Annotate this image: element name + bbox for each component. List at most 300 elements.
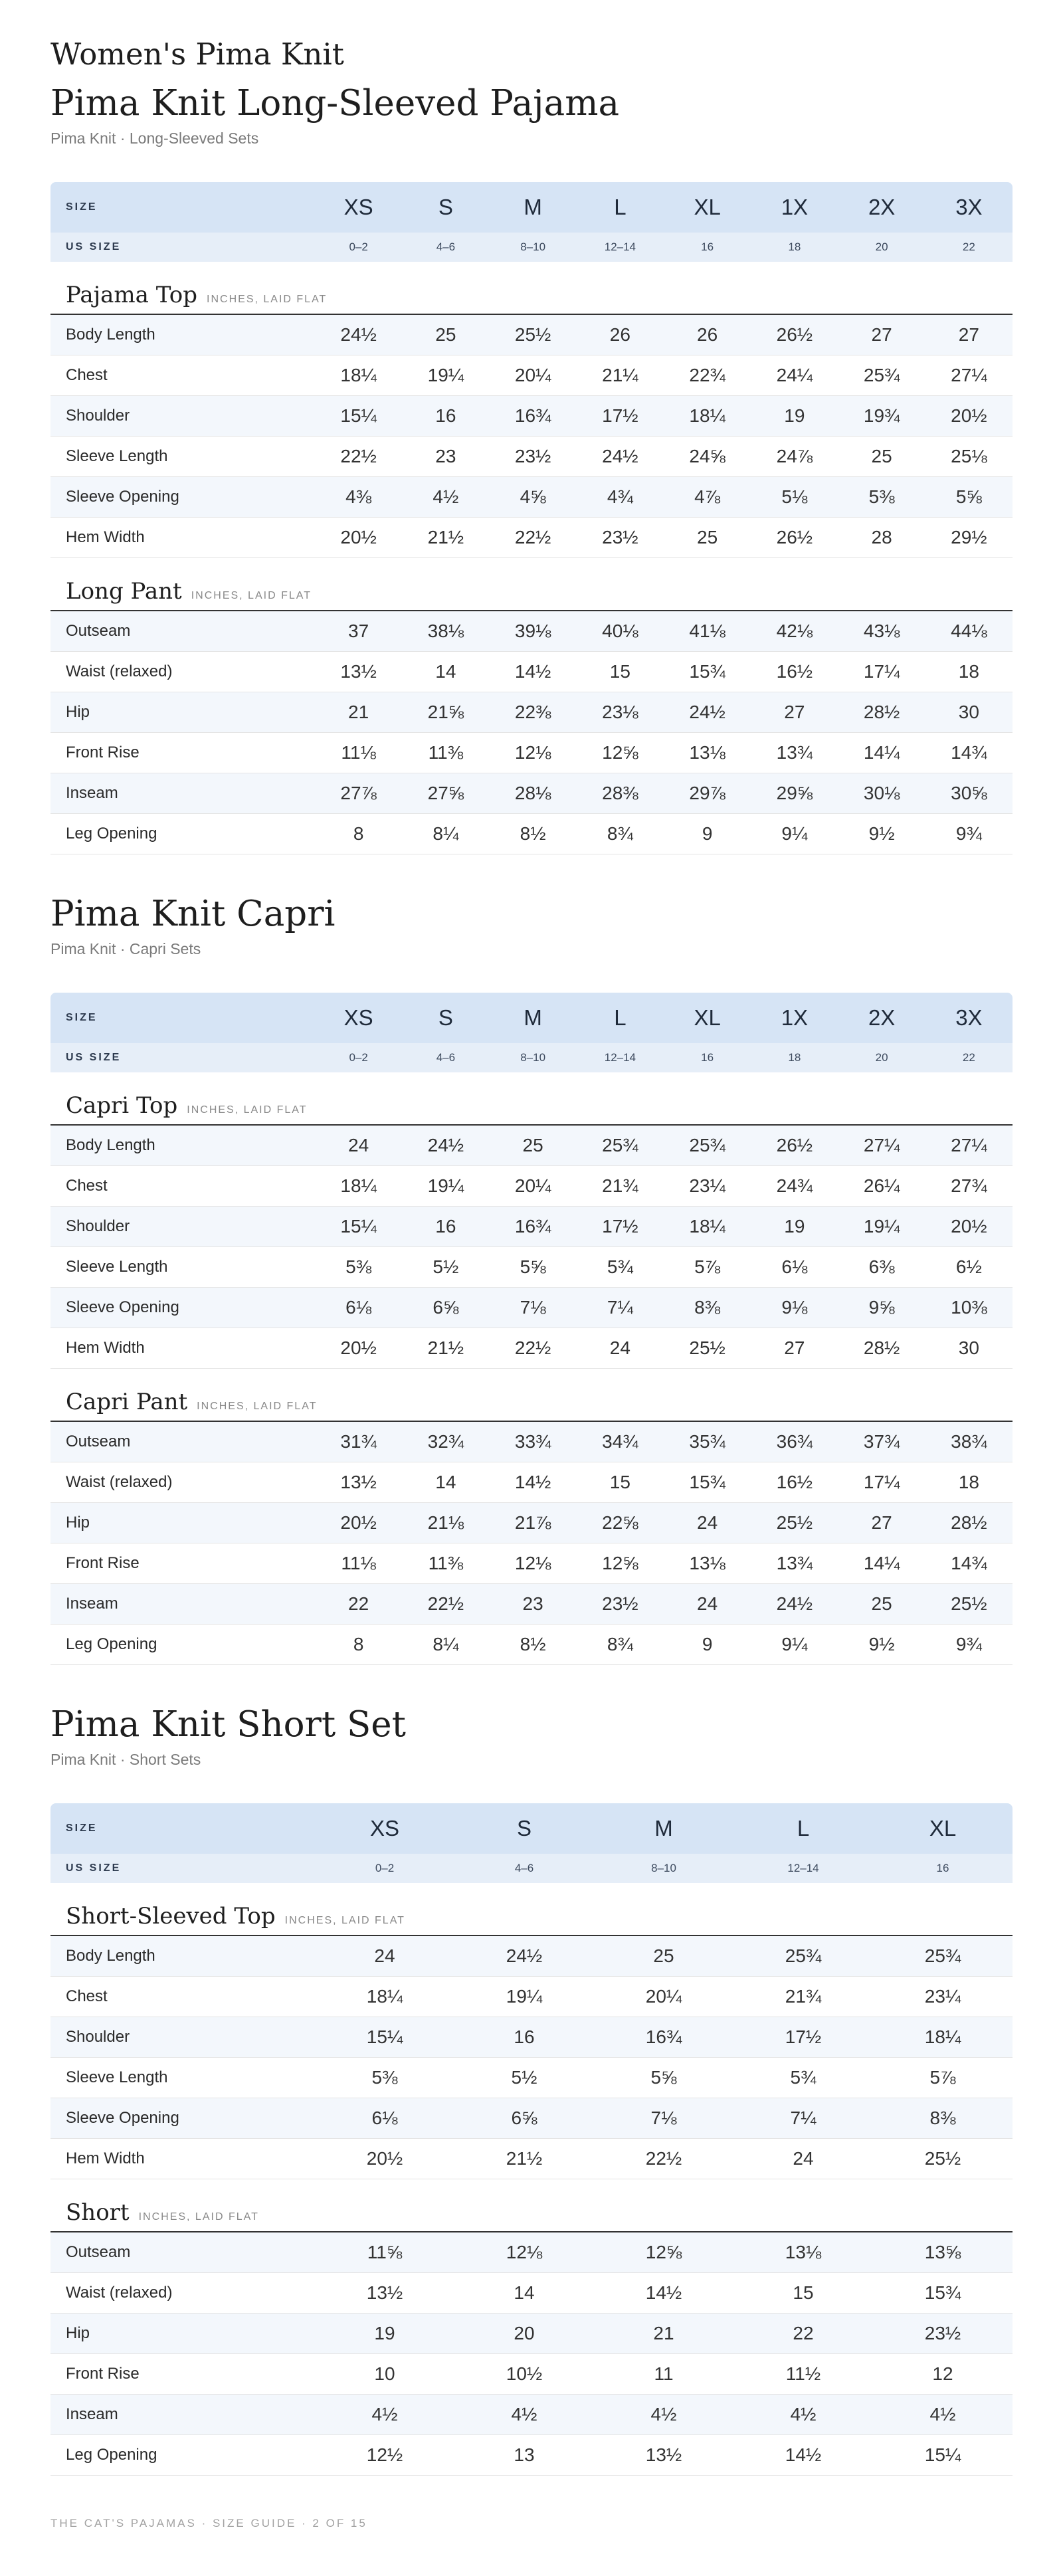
measurement-value: 26 bbox=[697, 324, 718, 345]
measurement-value: 6⅛ bbox=[371, 2108, 398, 2128]
measurement-value: 14½ bbox=[514, 661, 551, 682]
measurement-value: 11⅜ bbox=[428, 1553, 464, 1573]
measurement-value: 5⅛ bbox=[781, 486, 808, 507]
group-unit-note: INCHES, LAID FLAT bbox=[284, 1915, 405, 1926]
measurement-value: 25 bbox=[435, 324, 456, 345]
measurement-value: 26 bbox=[609, 324, 630, 345]
measurement-value: 20 bbox=[514, 2323, 535, 2343]
measurement-value: 16 bbox=[514, 2027, 535, 2047]
measurement-value: 27 bbox=[871, 324, 892, 345]
measurement-label: Hip bbox=[66, 703, 90, 721]
measurement-value: 25¾ bbox=[863, 365, 900, 385]
measurement-value: 5⅞ bbox=[694, 1256, 721, 1277]
measurement-value: 12⅝ bbox=[602, 1553, 638, 1573]
group-name: Long Pant bbox=[66, 578, 182, 605]
measurement-value: 9½ bbox=[868, 823, 895, 844]
measurement-value: 4⅞ bbox=[694, 486, 721, 507]
measurement-value: 14¾ bbox=[951, 1553, 987, 1573]
measurement-value: 29⅝ bbox=[776, 783, 813, 803]
measurement-value: 35¾ bbox=[689, 1431, 725, 1452]
measurement-value: 24½ bbox=[340, 324, 377, 345]
group-name: Capri Pant bbox=[66, 1389, 188, 1415]
measurement-value: 5⅜ bbox=[345, 1256, 372, 1277]
measurement-value: 23½ bbox=[602, 527, 638, 547]
size-header bbox=[50, 993, 1013, 1072]
measurement-value: 5¾ bbox=[607, 1256, 633, 1277]
measurement-value: 4⅝ bbox=[520, 486, 546, 507]
measurement-row bbox=[50, 1936, 1013, 1977]
size-s: S bbox=[516, 1816, 532, 1840]
measurement-value: 4½ bbox=[650, 2404, 677, 2425]
measurement-value: 8¾ bbox=[607, 1634, 633, 1654]
measurement-row bbox=[50, 2017, 1013, 2058]
measurement-value: 17½ bbox=[602, 405, 638, 426]
measurement-value: 19¼ bbox=[863, 1216, 900, 1237]
group-title bbox=[66, 1903, 405, 1930]
measurement-value: 13½ bbox=[340, 661, 377, 682]
measurement-row bbox=[50, 1247, 1013, 1288]
measurement-value: 13½ bbox=[366, 2282, 403, 2303]
group-long-pant bbox=[50, 558, 1013, 854]
measurement-value: 25 bbox=[653, 1945, 674, 1966]
measurement-value: 8¼ bbox=[433, 823, 459, 844]
measurement-value: 24¾ bbox=[776, 1175, 813, 1196]
group-unit-note: INCHES, LAID FLAT bbox=[187, 1104, 308, 1116]
measurement-value: 9⅝ bbox=[868, 1297, 895, 1318]
measurement-value: 37¾ bbox=[863, 1431, 900, 1452]
measurement-row bbox=[50, 2395, 1013, 2435]
measurement-row bbox=[50, 437, 1013, 477]
size-xl: XL bbox=[694, 1005, 721, 1030]
measurement-value: 4⅜ bbox=[345, 486, 372, 507]
measurement-label: Hem Width bbox=[66, 1339, 145, 1357]
measurement-value: 13¾ bbox=[776, 742, 813, 763]
section-long-sleeved-pajama bbox=[50, 80, 1013, 844]
measurement-row bbox=[50, 477, 1013, 518]
measurement-value: 14¾ bbox=[951, 742, 987, 763]
measurement-value: 20½ bbox=[366, 2148, 403, 2169]
measurement-row bbox=[50, 652, 1013, 692]
measurement-value: 14 bbox=[435, 661, 456, 682]
us-size: 20 bbox=[875, 1051, 888, 1064]
measurement-label: Leg Opening bbox=[66, 2446, 157, 2464]
section-short-set bbox=[50, 1701, 1013, 2465]
measurement-label: Leg Opening bbox=[66, 825, 157, 842]
measurement-label: Waist (relaxed) bbox=[66, 1473, 173, 1491]
measurement-value: 22½ bbox=[514, 527, 551, 547]
measurement-value: 9¼ bbox=[781, 1634, 808, 1654]
measurement-value: 16½ bbox=[776, 1472, 813, 1492]
measurement-value: 17¼ bbox=[863, 1472, 900, 1492]
measurement-value: 9 bbox=[702, 823, 713, 844]
measurement-value: 22½ bbox=[514, 1338, 551, 1358]
measurement-value: 6½ bbox=[955, 1256, 982, 1277]
measurement-value: 15¼ bbox=[340, 405, 377, 426]
measurement-value: 16¾ bbox=[514, 1216, 551, 1237]
measurement-value: 22 bbox=[793, 2323, 814, 2343]
measurement-value: 12 bbox=[932, 2363, 953, 2384]
size-s: S bbox=[438, 1005, 453, 1030]
measurement-value: 18 bbox=[958, 661, 979, 682]
us-size: 20 bbox=[875, 241, 888, 253]
us-size-label: US SIZE bbox=[66, 1052, 122, 1063]
section-title: Pima Knit Short Set bbox=[50, 1704, 406, 1745]
measurement-value: 30 bbox=[958, 1338, 979, 1358]
size-2x: 2X bbox=[868, 1005, 896, 1030]
measurement-value: 17½ bbox=[785, 2027, 822, 2047]
measurement-value: 8⅜ bbox=[694, 1297, 721, 1318]
group-header bbox=[50, 1369, 1013, 1422]
measurement-value: 38¾ bbox=[951, 1431, 987, 1452]
measurement-value: 33¾ bbox=[514, 1431, 551, 1452]
measurement-label: Front Rise bbox=[66, 2365, 140, 2383]
group-pajama-top bbox=[50, 262, 1013, 558]
measurement-value: 21½ bbox=[506, 2148, 543, 2169]
measurement-value: 24¼ bbox=[776, 365, 813, 385]
measurement-value: 23 bbox=[435, 446, 456, 466]
measurement-value: 13⅛ bbox=[785, 2242, 822, 2262]
measurement-row bbox=[50, 1462, 1013, 1503]
size-1x: 1X bbox=[781, 195, 809, 219]
measurement-value: 30⅝ bbox=[951, 783, 987, 803]
measurement-value: 23½ bbox=[924, 2323, 961, 2343]
measurement-label: Waist (relaxed) bbox=[66, 2284, 173, 2302]
measurement-value: 31¾ bbox=[340, 1431, 377, 1452]
measurement-value: 19¼ bbox=[506, 1986, 543, 2007]
measurement-value: 19 bbox=[784, 405, 805, 426]
measurement-value: 20¼ bbox=[514, 1175, 551, 1196]
measurement-row bbox=[50, 396, 1013, 437]
measurement-value: 24 bbox=[697, 1512, 718, 1533]
measurement-label: Chest bbox=[66, 1987, 108, 2005]
measurement-value: 13½ bbox=[340, 1472, 377, 1492]
measurement-value: 14½ bbox=[514, 1472, 551, 1492]
measurement-label: Hip bbox=[66, 1514, 90, 1532]
measurement-row bbox=[50, 2098, 1013, 2139]
group-name: Short-Sleeved Top bbox=[66, 1903, 276, 1930]
measurement-value: 5½ bbox=[433, 1256, 459, 1277]
measurement-value: 9 bbox=[702, 1634, 713, 1654]
measurement-value: 29⅞ bbox=[689, 783, 725, 803]
size-3x: 3X bbox=[955, 1005, 983, 1030]
measurement-row bbox=[50, 518, 1013, 558]
measurement-value: 41⅛ bbox=[689, 621, 725, 641]
measurement-value: 12⅛ bbox=[514, 1553, 551, 1573]
measurement-value: 24 bbox=[697, 1593, 718, 1614]
us-size-row bbox=[50, 1043, 1013, 1072]
measurement-value: 25⅛ bbox=[951, 446, 987, 466]
size-guide-page bbox=[50, 33, 1013, 2465]
section-subtitle: Pima Knit · Short Sets bbox=[50, 1751, 201, 1768]
measurement-value: 5⅜ bbox=[371, 2067, 398, 2088]
measurement-value: 15 bbox=[609, 661, 630, 682]
measurement-value: 15¼ bbox=[366, 2027, 403, 2047]
measurement-value: 13½ bbox=[645, 2444, 682, 2465]
measurement-value: 18¼ bbox=[340, 365, 377, 385]
group-header bbox=[50, 1072, 1013, 1126]
measurement-value: 32¾ bbox=[427, 1431, 464, 1452]
measurement-row bbox=[50, 1625, 1013, 1665]
measurement-value: 34¾ bbox=[602, 1431, 638, 1452]
measurement-value: 18 bbox=[958, 1472, 979, 1492]
measurement-value: 20½ bbox=[340, 1512, 377, 1533]
us-size: 4–6 bbox=[436, 1051, 456, 1064]
measurement-label: Outseam bbox=[66, 2243, 131, 2261]
us-size: 22 bbox=[962, 1051, 975, 1064]
measurement-row bbox=[50, 1543, 1013, 1584]
measurement-value: 26¼ bbox=[863, 1175, 900, 1196]
measurement-row bbox=[50, 1422, 1013, 1462]
measurement-value: 25¾ bbox=[924, 1945, 961, 1966]
us-size-row bbox=[50, 233, 1013, 262]
measurement-label: Waist (relaxed) bbox=[66, 662, 173, 680]
us-size: 8–10 bbox=[651, 1862, 676, 1874]
measurement-value: 23½ bbox=[602, 1593, 638, 1614]
measurement-value: 8½ bbox=[520, 1634, 546, 1654]
measurement-value: 24 bbox=[609, 1338, 630, 1358]
measurement-value: 24 bbox=[348, 1135, 369, 1155]
us-size: 0–2 bbox=[349, 241, 368, 253]
measurement-value: 10⅜ bbox=[951, 1297, 987, 1318]
measurement-value: 15¾ bbox=[924, 2282, 961, 2303]
size-xl: XL bbox=[694, 195, 721, 219]
group-name: Capri Top bbox=[66, 1092, 178, 1119]
group-short bbox=[50, 2179, 1013, 2476]
measurement-value: 25½ bbox=[924, 2148, 961, 2169]
section-title: Pima Knit Capri bbox=[50, 894, 336, 934]
section-title: Pima Knit Long-Sleeved Pajama bbox=[50, 83, 620, 124]
section-subtitle: Pima Knit · Capri Sets bbox=[50, 940, 201, 957]
us-size-row bbox=[50, 1854, 1013, 1883]
measurement-value: 13⅝ bbox=[924, 2242, 961, 2262]
measurement-value: 21½ bbox=[427, 527, 464, 547]
measurement-row bbox=[50, 2435, 1013, 2476]
measurement-row bbox=[50, 1207, 1013, 1247]
measurement-value: 24½ bbox=[602, 446, 638, 466]
measurement-value: 15¼ bbox=[924, 2444, 961, 2465]
measurement-row bbox=[50, 1977, 1013, 2017]
measurement-value: 15¾ bbox=[689, 661, 725, 682]
measurement-value: 16 bbox=[435, 1216, 456, 1237]
us-size: 16 bbox=[701, 241, 714, 253]
measurement-value: 10 bbox=[374, 2363, 395, 2384]
us-size: 12–14 bbox=[604, 241, 636, 253]
size-xs: XS bbox=[343, 195, 373, 219]
measurement-value: 25¾ bbox=[602, 1135, 638, 1155]
group-capri-top bbox=[50, 1072, 1013, 1369]
measurement-value: 9¾ bbox=[955, 823, 982, 844]
group-name: Pajama Top bbox=[66, 282, 198, 308]
measurement-value: 24 bbox=[374, 1945, 395, 1966]
us-size: 22 bbox=[962, 241, 975, 253]
measurement-value: 12½ bbox=[366, 2444, 403, 2465]
measurement-value: 23 bbox=[522, 1593, 543, 1614]
measurement-value: 25½ bbox=[776, 1512, 813, 1533]
measurement-value: 5⅜ bbox=[868, 486, 895, 507]
measurement-row bbox=[50, 814, 1013, 854]
measurement-value: 21⅛ bbox=[427, 1512, 464, 1533]
measurement-value: 18¼ bbox=[366, 1986, 403, 2007]
measurement-value: 30⅛ bbox=[863, 783, 900, 803]
measurement-value: 20½ bbox=[340, 527, 377, 547]
measurement-value: 7¼ bbox=[790, 2108, 817, 2128]
size-m: M bbox=[654, 1816, 673, 1840]
measurement-row bbox=[50, 1503, 1013, 1543]
measurement-value: 23½ bbox=[514, 446, 551, 466]
measurement-row bbox=[50, 2273, 1013, 2314]
measurement-value: 5⅝ bbox=[650, 2067, 677, 2088]
measurement-value: 28½ bbox=[863, 702, 900, 722]
measurement-value: 22⅝ bbox=[602, 1512, 638, 1533]
measurement-value: 4½ bbox=[511, 2404, 537, 2425]
measurement-value: 5⅞ bbox=[929, 2067, 956, 2088]
measurement-value: 9⅛ bbox=[781, 1297, 808, 1318]
measurement-value: 25 bbox=[522, 1135, 543, 1155]
measurement-value: 22½ bbox=[427, 1593, 464, 1614]
measurement-value: 27¼ bbox=[951, 1135, 987, 1155]
size-xs: XS bbox=[369, 1816, 400, 1840]
measurement-value: 27 bbox=[784, 702, 805, 722]
measurement-value: 30 bbox=[958, 702, 979, 722]
measurement-value: 7¼ bbox=[607, 1297, 633, 1318]
measurement-row bbox=[50, 692, 1013, 733]
measurement-label: Sleeve Opening bbox=[66, 488, 179, 506]
measurement-row bbox=[50, 733, 1013, 773]
measurement-label: Inseam bbox=[66, 1595, 118, 1613]
measurement-label: Body Length bbox=[66, 326, 155, 344]
group-title bbox=[66, 578, 312, 605]
group-title bbox=[66, 2199, 259, 2226]
measurement-value: 13¾ bbox=[776, 1553, 813, 1573]
measurement-value: 9¼ bbox=[781, 823, 808, 844]
measurement-value: 27¼ bbox=[863, 1135, 900, 1155]
measurement-value: 11½ bbox=[785, 2363, 821, 2384]
measurement-value: 25¾ bbox=[689, 1135, 725, 1155]
group-unit-note: INCHES, LAID FLAT bbox=[197, 1401, 318, 1412]
measurement-label: Inseam bbox=[66, 2405, 118, 2423]
measurement-value: 12⅝ bbox=[602, 742, 638, 763]
measurement-value: 14½ bbox=[645, 2282, 682, 2303]
measurement-label: Outseam bbox=[66, 1433, 131, 1450]
us-size: 18 bbox=[788, 1051, 801, 1064]
measurement-value: 4¾ bbox=[607, 486, 633, 507]
group-title bbox=[66, 282, 327, 308]
us-size: 8–10 bbox=[520, 1051, 546, 1064]
measurement-value: 5⅝ bbox=[955, 486, 982, 507]
measurement-value: 22 bbox=[348, 1593, 369, 1614]
measurement-value: 4½ bbox=[929, 2404, 956, 2425]
measurement-value: 21⅞ bbox=[514, 1512, 551, 1533]
measurement-value: 27¼ bbox=[951, 365, 987, 385]
measurement-value: 22¾ bbox=[689, 365, 725, 385]
measurement-value: 9½ bbox=[868, 1634, 895, 1654]
measurement-value: 18¼ bbox=[924, 2027, 961, 2047]
measurement-row bbox=[50, 1584, 1013, 1625]
group-header bbox=[50, 2179, 1013, 2232]
measurement-value: 8¾ bbox=[607, 823, 633, 844]
measurement-row bbox=[50, 355, 1013, 396]
measurement-label: Sleeve Opening bbox=[66, 1298, 179, 1316]
measurement-value: 26½ bbox=[776, 324, 813, 345]
document-title: Women's Pima Knit bbox=[50, 37, 344, 72]
measurement-value: 25 bbox=[871, 446, 892, 466]
measurement-row bbox=[50, 2354, 1013, 2395]
us-size-label: US SIZE bbox=[66, 1862, 122, 1874]
group-name: Short bbox=[66, 2199, 130, 2226]
measurement-value: 21¼ bbox=[602, 365, 638, 385]
size-row bbox=[50, 1803, 1013, 1854]
measurement-label: Sleeve Length bbox=[66, 2068, 168, 2086]
measurement-label: Sleeve Length bbox=[66, 447, 168, 465]
measurement-value: 28 bbox=[871, 527, 892, 547]
measurement-label: Front Rise bbox=[66, 743, 140, 761]
group-header bbox=[50, 558, 1013, 611]
measurement-row bbox=[50, 2139, 1013, 2179]
measurement-row bbox=[50, 611, 1013, 652]
measurement-value: 4½ bbox=[371, 2404, 398, 2425]
measurement-value: 21¾ bbox=[785, 1986, 822, 2007]
measurement-value: 14 bbox=[435, 1472, 456, 1492]
measurement-value: 24⅞ bbox=[776, 446, 813, 466]
measurement-label: Chest bbox=[66, 366, 108, 384]
measurement-value: 28⅛ bbox=[514, 783, 551, 803]
measurement-value: 23¼ bbox=[924, 1986, 961, 2007]
measurement-value: 28½ bbox=[863, 1338, 900, 1358]
measurement-value: 25 bbox=[871, 1593, 892, 1614]
measurement-label: Hem Width bbox=[66, 2149, 145, 2167]
measurement-label: Sleeve Opening bbox=[66, 2109, 179, 2127]
measurement-label: Shoulder bbox=[66, 1217, 130, 1235]
measurement-value: 44⅛ bbox=[951, 621, 987, 641]
measurement-label: Sleeve Length bbox=[66, 1258, 168, 1276]
page-footer: THE CAT'S PAJAMAS · SIZE GUIDE · 2 OF 15 bbox=[50, 2517, 367, 2529]
measurement-value: 27⅝ bbox=[427, 783, 464, 803]
size-row bbox=[50, 993, 1013, 1043]
size-l: L bbox=[797, 1816, 810, 1840]
measurement-value: 5¾ bbox=[790, 2067, 817, 2088]
measurement-value: 28⅜ bbox=[602, 783, 638, 803]
measurement-label: Chest bbox=[66, 1177, 108, 1195]
group-header bbox=[50, 262, 1013, 315]
measurement-value: 19 bbox=[784, 1216, 805, 1237]
measurement-value: 27 bbox=[958, 324, 979, 345]
us-size: 4–6 bbox=[514, 1862, 534, 1874]
measurement-value: 24⅝ bbox=[689, 446, 725, 466]
measurement-label: Hem Width bbox=[66, 528, 145, 546]
measurement-value: 11 bbox=[654, 2363, 674, 2384]
measurement-value: 40⅛ bbox=[602, 621, 638, 641]
measurement-label: Leg Opening bbox=[66, 1635, 157, 1653]
size-3x: 3X bbox=[955, 195, 983, 219]
measurement-value: 13⅛ bbox=[689, 1553, 725, 1573]
size-l: L bbox=[614, 1005, 627, 1030]
measurement-value: 11⅜ bbox=[428, 742, 464, 763]
measurement-value: 8⅜ bbox=[929, 2108, 956, 2128]
size-xs: XS bbox=[343, 1005, 373, 1030]
measurement-value: 26½ bbox=[776, 527, 813, 547]
measurement-value: 6⅝ bbox=[511, 2108, 537, 2128]
us-size: 8–10 bbox=[520, 241, 546, 253]
measurement-row bbox=[50, 1328, 1013, 1369]
measurement-value: 7⅛ bbox=[650, 2108, 677, 2128]
measurement-value: 12⅝ bbox=[645, 2242, 682, 2262]
measurement-value: 25½ bbox=[689, 1338, 725, 1358]
measurement-value: 21½ bbox=[427, 1338, 464, 1358]
size-header bbox=[50, 1803, 1013, 1883]
section-subtitle: Pima Knit · Long-Sleeved Sets bbox=[50, 130, 259, 147]
measurement-value: 28½ bbox=[951, 1512, 987, 1533]
measurement-value: 25½ bbox=[951, 1593, 987, 1614]
